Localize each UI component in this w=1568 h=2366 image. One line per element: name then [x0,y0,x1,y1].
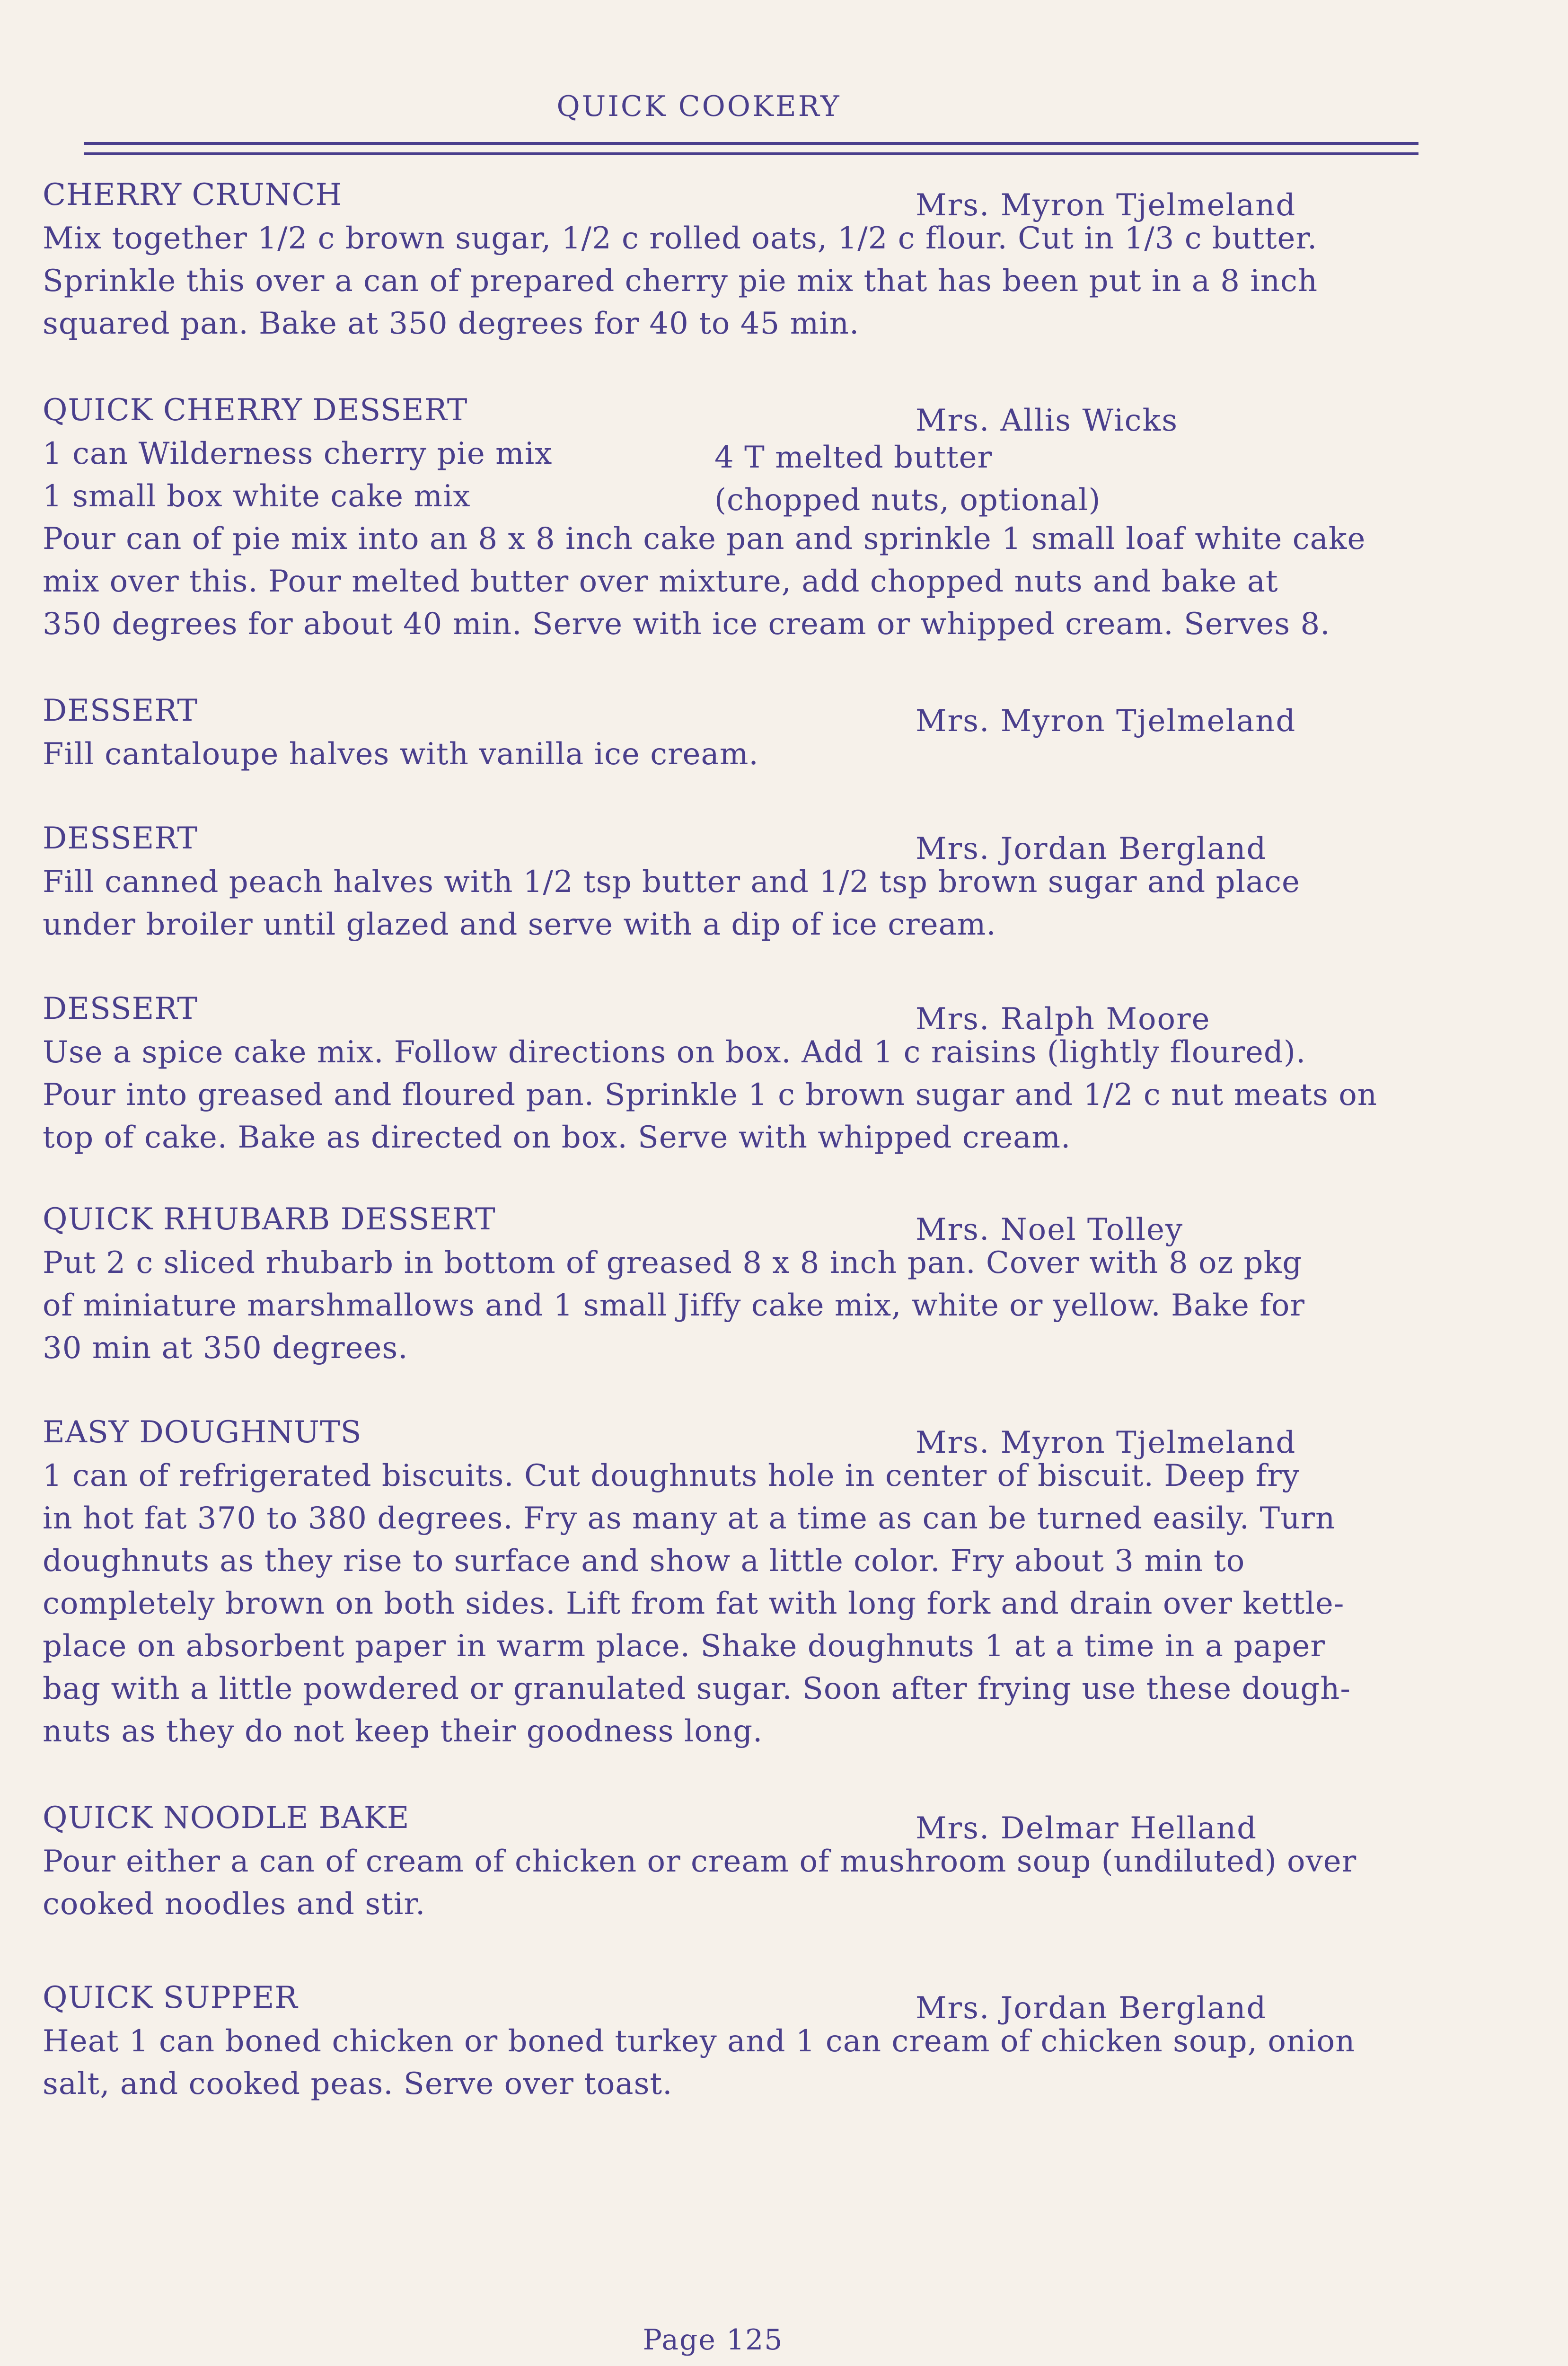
recipe-author: Mrs. Delmar Helland [916,1811,1258,1846]
recipe-line: Sprinkle this over a can of prepared cherry pie mix that has been put in a 8 inch [43,264,1318,299]
recipe-line: 1 can of refrigerated biscuits. Cut doughnuts hole in center of biscuit. Deep fry [43,1458,1300,1493]
recipe-line: bag with a little powdered or granulated sugar. Soon after frying use these dough- [43,1671,1351,1706]
recipe-title: QUICK NOODLE BAKE [43,1801,410,1836]
recipe-line: Mix together 1/2 c brown sugar, 1/2 c rolled oats, 1/2 c flour. Cut in 1/3 c butter. [43,221,1318,256]
recipe-body [43,217,1467,345]
recipe-line: squared pan. Bake at 350 degrees for 40 to 45 min. [43,306,860,341]
recipe-body [43,433,1467,645]
recipe-author: Mrs. Allis Wicks [916,403,1179,438]
recipe-line: cooked noodles and stir. [43,1887,426,1922]
recipe-body [43,1455,1467,1753]
recipe-line: Use a spice cake mix. Follow directions on box. Add 1 c raisins (lightly floured). [43,1035,1306,1070]
ingredient-right: 4 T melted butter [714,440,993,475]
recipe-line: Pour can of pie mix into an 8 x 8 inch cake pan and sprinkle 1 small loaf white cake [43,521,1366,556]
recipe-title: QUICK SUPPER [43,1980,298,2015]
recipe-author: Mrs. Myron Tjelmeland [916,1425,1296,1460]
ingredient-left: 1 small box white cake mix [43,479,471,514]
page-number: Page 125 [643,2323,784,2357]
recipe-line: Pour into greased and floured pan. Sprinkle 1 c brown sugar and 1/2 c nut meats on [43,1077,1377,1112]
ingredient-left: 1 can Wilderness cherry pie mix [43,436,553,471]
recipe-author: Mrs. Noel Tolley [916,1212,1184,1247]
recipe-title: QUICK RHUBARB DESSERT [43,1202,496,1237]
recipe-line: in hot fat 370 to 380 degrees. Fry as many at a time as can be turned easily. Turn [43,1501,1336,1536]
recipe-line: nuts as they do not keep their goodness long. [43,1714,763,1749]
recipe-author: Mrs. Myron Tjelmeland [916,188,1296,223]
recipe-line: 30 min at 350 degrees. [43,1331,408,1366]
recipe-line: under broiler until glazed and serve with a dip of ice cream. [43,907,996,942]
recipe-line: completely brown on both sides. Lift from fat with long fork and drain over kettle- [43,1586,1345,1621]
recipe-line: Pour either a can of cream of chicken or cream of mushroom soup (undiluted) over [43,1844,1357,1879]
recipe-line: place on absorbent paper in warm place. Shake doughnuts 1 at a time in a paper [43,1629,1325,1664]
recipe-line: Fill cantaloupe halves with vanilla ice cream. [43,737,759,772]
ingredient-row [43,475,1467,518]
header-rule-top [84,142,1418,145]
recipe-line: Heat 1 can boned chicken or boned turkey and 1 can cream of chicken soup, onion [43,2024,1356,2059]
recipe-title: CHERRY CRUNCH [43,177,343,212]
recipe-title: DESSERT [43,991,198,1026]
recipe-body [43,2020,1467,2105]
ingredient-row [43,433,1467,475]
recipe-line: top of cake. Bake as directed on box. Serve with whipped cream. [43,1120,1071,1155]
recipe-line: Put 2 c sliced rhubarb in bottom of greased 8 x 8 inch pan. Cover with 8 oz pkg [43,1245,1303,1280]
recipe-author: Mrs. Jordan Bergland [916,831,1267,866]
recipe-line: doughnuts as they rise to surface and show a little color. Fry about 3 min to [43,1544,1245,1579]
recipe-author: Mrs. Jordan Bergland [916,1991,1267,2026]
ingredient-right: (chopped nuts, optional) [714,483,1101,518]
recipe-line: of miniature marshmallows and 1 small Jiffy cake mix, white or yellow. Bake for [43,1288,1305,1323]
recipe-title: QUICK CHERRY DESSERT [43,393,468,428]
recipe-body [43,861,1467,946]
recipe-line: mix over this. Pour melted butter over mixture, add chopped nuts and bake at [43,564,1278,599]
recipe-title: EASY DOUGHNUTS [43,1415,362,1450]
recipe-body [43,733,1467,776]
recipe-line: 350 degrees for about 40 min. Serve with ice cream or whipped cream. Serves 8. [43,607,1330,642]
page-header-title: QUICK COOKERY [556,90,841,123]
header-rule-bottom [84,152,1418,155]
recipe-title: DESSERT [43,693,198,728]
recipe-line: salt, and cooked peas. Serve over toast. [43,2066,673,2101]
recipe-author: Mrs. Myron Tjelmeland [916,704,1296,739]
recipe-body [43,1031,1467,1159]
recipe-body [43,1840,1467,1925]
recipe-body [43,1242,1467,1369]
recipe-author: Mrs. Ralph Moore [916,1002,1211,1037]
recipe-title: DESSERT [43,821,198,856]
recipe-line: Fill canned peach halves with 1/2 tsp butter and 1/2 tsp brown sugar and place [43,865,1300,900]
